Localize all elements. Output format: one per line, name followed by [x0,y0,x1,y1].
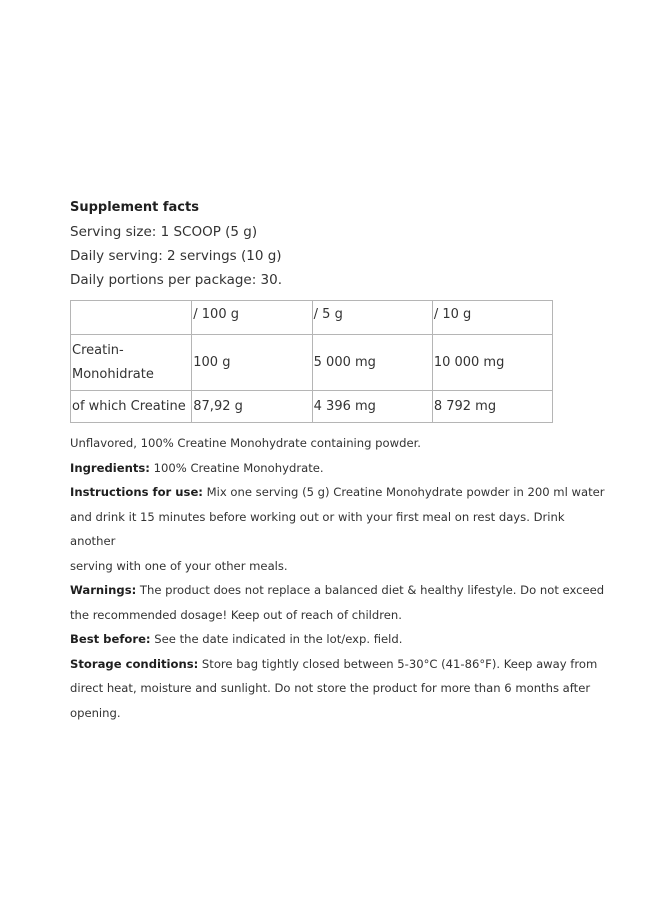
instructions-line3: serving with one of your other meals. [70,558,288,573]
best-before-text: See the date indicated in the lot/exp. field. [150,632,403,646]
value-per-10g: 8 792 mg [432,391,552,423]
storage-line2: direct heat, moisture and sunlight. Do not store the product for more than 6 months after [70,681,591,695]
best-before-paragraph [70,627,610,652]
serving-size: Serving size: 1 SCOOP (5 g) [70,224,258,240]
storage-line1: Store bag tightly closed between 5-30°C (41-86°F). Keep away from [198,656,598,671]
section-title: Supplement facts [70,200,199,215]
row-name-line1: Creatin- [72,342,124,358]
ingredients-paragraph [70,456,610,481]
ingredients-label: Ingredients: [70,460,150,475]
instructions-line1: Mix one serving (5 g) Creatine Monohydrate powder in 200 ml water [202,485,605,499]
header-cell-100g: / 100 g [192,301,312,335]
value-per-5g: 5 000 mg [312,335,432,391]
row-name-cell: of which Creatine [71,391,192,423]
header-cell-5g: / 5 g [312,301,432,335]
daily-portions: Daily portions per package: 30. [70,272,283,288]
daily-serving: Daily serving: 2 servings (10 g) [70,248,282,264]
table-header-row [71,301,553,335]
value-per-100g: 87,92 g [192,391,312,423]
value-per-10g: 10 000 mg [432,335,552,391]
warnings-paragraph [70,578,610,627]
nutrition-table [70,300,553,423]
ingredients-text: 100% Creatine Monohydrate. [149,460,324,475]
product-description: Unflavored, 100% Creatine Monohydrate containing powder. [70,436,421,450]
warnings-line2: the recommended dosage! Keep out of reach of children. [70,607,402,622]
warnings-label: Warnings: [70,583,137,597]
table-row [71,335,553,391]
row-name-cell [71,335,192,391]
instructions-paragraph [70,480,610,578]
supplement-facts-section [70,196,610,725]
storage-paragraph [70,652,610,726]
storage-label: Storage conditions: [70,656,199,671]
value-per-5g: 4 396 mg [312,391,432,423]
row-name-line2: Monohidrate [72,366,154,382]
warnings-line1: The product does not replace a balanced diet & healthy lifestyle. Do not exceed [136,583,605,597]
best-before-label: Best before: [70,632,151,646]
header-cell-empty [71,301,192,335]
value-per-100g: 100 g [192,335,312,391]
instructions-line2: and drink it 15 minutes before working out or with your first meal on rest days. Drink another [70,509,565,548]
storage-line3: opening. [70,705,121,720]
instructions-label: Instructions for use: [70,485,203,499]
header-cell-10g: / 10 g [432,301,552,335]
table-row [71,391,553,423]
